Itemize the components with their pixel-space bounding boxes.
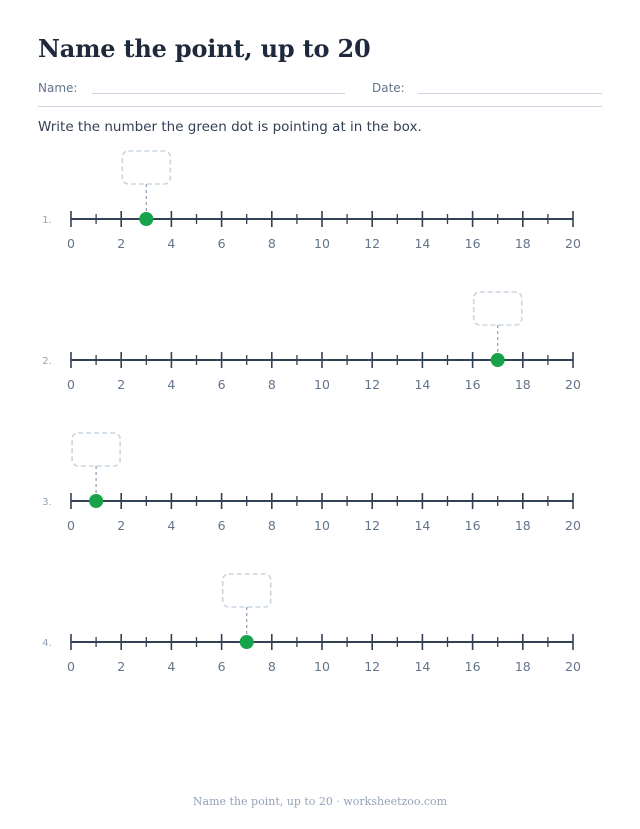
tick-label: 16 xyxy=(464,518,481,533)
tick-label: 18 xyxy=(514,518,531,533)
tick-label: 2 xyxy=(117,518,126,533)
tick-label: 12 xyxy=(364,236,381,251)
tick-label: 4 xyxy=(167,377,176,392)
tick-label: 14 xyxy=(414,377,431,392)
tick-label: 20 xyxy=(565,236,581,251)
problem-number: 3. xyxy=(42,497,52,508)
tick-label: 4 xyxy=(167,518,176,533)
tick-label: 10 xyxy=(314,377,330,392)
tick-label: 2 xyxy=(117,236,126,251)
tick-label: 16 xyxy=(464,659,481,674)
tick-label: 6 xyxy=(217,236,226,251)
tick-label: 6 xyxy=(217,659,226,674)
tick-label: 2 xyxy=(117,659,126,674)
tick-label: 20 xyxy=(565,518,581,533)
answer-box[interactable] xyxy=(223,574,271,607)
tick-label: 10 xyxy=(314,659,330,674)
tick-label: 14 xyxy=(414,236,431,251)
tick-label: 8 xyxy=(267,377,276,392)
tick-label: 18 xyxy=(514,659,531,674)
green-point xyxy=(139,212,153,226)
tick-label: 0 xyxy=(67,377,75,392)
footer: Name the point, up to 20 · worksheetzoo.com xyxy=(192,795,448,808)
green-point xyxy=(89,494,103,508)
problem-number: 1. xyxy=(42,215,52,226)
problem-number: 4. xyxy=(42,638,52,649)
instructions: Write the number the green dot is pointing at in the box. xyxy=(38,119,422,135)
tick-label: 14 xyxy=(414,659,431,674)
tick-label: 20 xyxy=(565,377,581,392)
tick-label: 18 xyxy=(514,236,531,251)
tick-label: 6 xyxy=(217,518,226,533)
tick-label: 18 xyxy=(514,377,531,392)
tick-label: 8 xyxy=(267,518,276,533)
tick-label: 12 xyxy=(364,377,381,392)
green-point xyxy=(491,353,505,367)
tick-label: 8 xyxy=(267,659,276,674)
answer-box[interactable] xyxy=(72,433,120,466)
tick-label: 20 xyxy=(565,659,581,674)
tick-label: 10 xyxy=(314,518,330,533)
tick-label: 0 xyxy=(67,518,75,533)
tick-label: 6 xyxy=(217,377,226,392)
tick-label: 0 xyxy=(67,659,75,674)
tick-label: 4 xyxy=(167,659,176,674)
tick-label: 10 xyxy=(314,236,330,251)
answer-box[interactable] xyxy=(122,151,170,184)
date-label: Date: xyxy=(372,81,405,95)
tick-label: 14 xyxy=(414,518,431,533)
tick-label: 12 xyxy=(364,518,381,533)
tick-label: 2 xyxy=(117,377,126,392)
problem-number: 2. xyxy=(42,356,52,367)
tick-label: 12 xyxy=(364,659,381,674)
worksheet-title: Name the point, up to 20 xyxy=(38,34,371,63)
answer-box[interactable] xyxy=(474,292,522,325)
tick-label: 0 xyxy=(67,236,75,251)
tick-label: 16 xyxy=(464,236,481,251)
green-point xyxy=(240,635,254,649)
tick-label: 8 xyxy=(267,236,276,251)
name-label: Name: xyxy=(38,81,78,95)
tick-label: 4 xyxy=(167,236,176,251)
tick-label: 16 xyxy=(464,377,481,392)
